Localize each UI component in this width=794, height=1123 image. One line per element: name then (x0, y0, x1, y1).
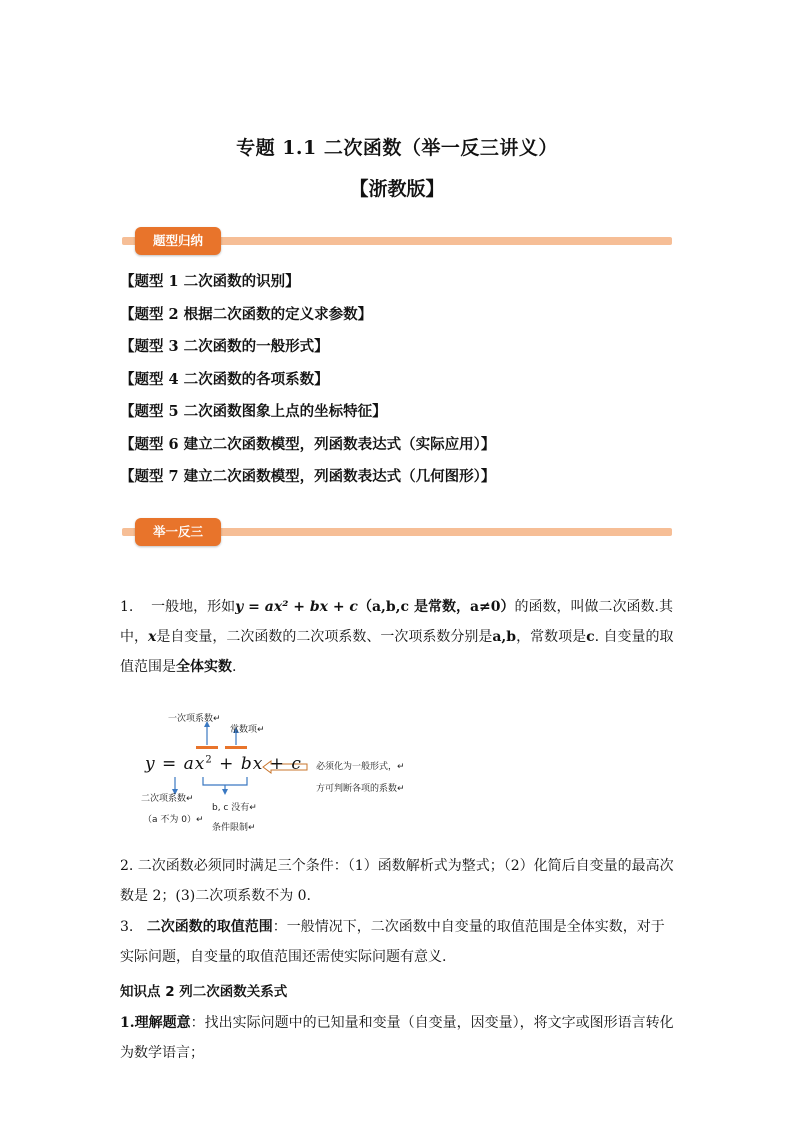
text: ：找出实际问题中的已知量和变量（自变量，因变量），将文字或图形语言转化为数学语言； (120, 1015, 674, 1061)
step-1-paragraph (120, 1008, 678, 1068)
const-marker (225, 746, 247, 749)
constant-c: c (586, 629, 595, 645)
constants-condition: （a,b,c 是常数，a≠0） (357, 599, 515, 615)
formula-exponent: 2 (205, 754, 213, 766)
bc-bracket (203, 777, 247, 785)
label-quadratic-coefficient: 二次项系数↵ (141, 794, 194, 804)
type-item-3: 【题型 3 二次函数的一般形式】 (120, 338, 329, 355)
step-1-heading: 1.理解题意 (120, 1015, 191, 1031)
formula-ax: ax (183, 754, 206, 774)
label-constant: 常数项↵ (230, 725, 265, 735)
general-formula: y = ax² + bx + c (235, 599, 358, 615)
point-3-paragraph (120, 912, 678, 972)
label-general-form: 必须化为一般形式，↵ (316, 762, 405, 772)
knowledge-point-2-title: 知识点 2 列二次函数关系式 (120, 984, 288, 1000)
type-item-4: 【题型 4 二次函数的各项系数】 (120, 370, 329, 388)
domain-all-reals: 全体实数 (176, 659, 232, 675)
label-bc-no-limit: 条件限制↵ (212, 823, 256, 833)
text: 是自变量，二次函数的二次项系数、一次项系数分别是 (156, 629, 493, 645)
banner-tag: 举一反三 (135, 518, 221, 546)
formula-y: y (145, 754, 156, 774)
document-subtitle: 【浙教版】 (349, 178, 445, 200)
point-1-paragraph (120, 592, 678, 682)
type-item-6: 【题型 6 建立二次函数模型，列函数表达式（实际应用）】 (120, 435, 496, 453)
banner-tag: 题型归纳 (135, 227, 221, 255)
point-2-paragraph: 2. 二次函数必须同时满足三个条件：（1）函数解析式为整式；（2）化简后自变量的最高次数是 2；(3)二次项系数不为 0. (120, 858, 674, 904)
formula-eq: = (155, 754, 184, 774)
text: 的函数，叫做二次函数.其中， (120, 599, 673, 645)
point-number: 1. (120, 599, 134, 615)
type-item-1: 【题型 1 二次函数的识别】 (120, 273, 300, 290)
document-title: 专题 1.1 二次函数（举一反三讲义） (236, 137, 558, 159)
type-list (120, 270, 700, 498)
point-number: 3. (120, 919, 134, 935)
text: 一般地，形如 (151, 599, 236, 615)
label-linear-coefficient: 一次项系数↵ (168, 714, 221, 724)
arrowhead-down-icon (222, 789, 228, 795)
coefficients-ab: a,b (492, 629, 517, 645)
text: ：一般情况下，二次函数中自变量的取值范围是全体实数，对于实际问题，自变量的取值范围还需使实际问题有意义. (120, 919, 665, 965)
label-a-nonzero: （a 不为 0）↵ (143, 815, 204, 825)
examples-section-banner (122, 515, 672, 549)
text: . 自变量的取值范围是 (120, 629, 674, 675)
text: ，常数项是 (516, 629, 587, 645)
type-item-7: 【题型 7 建立二次函数模型，列函数表达式（几何图形）】 (120, 468, 496, 485)
formula-bx-c: + bx + c (212, 754, 302, 774)
text: . (232, 659, 237, 675)
types-section-banner (122, 224, 672, 258)
label-judge-coefficients: 方可判断各项的系数↵ (316, 784, 405, 794)
point-3-heading: 二次函数的取值范围 (146, 919, 273, 935)
type-item-5: 【题型 5 二次函数图象上点的坐标特征】 (120, 403, 387, 420)
linear-coef-marker (196, 746, 218, 749)
type-item-2: 【题型 2 根据二次函数的定义求参数】 (120, 305, 373, 323)
diagram-formula (145, 754, 302, 774)
label-bc-no: b, c 没有↵ (212, 803, 257, 813)
variable-x: x (148, 629, 157, 645)
